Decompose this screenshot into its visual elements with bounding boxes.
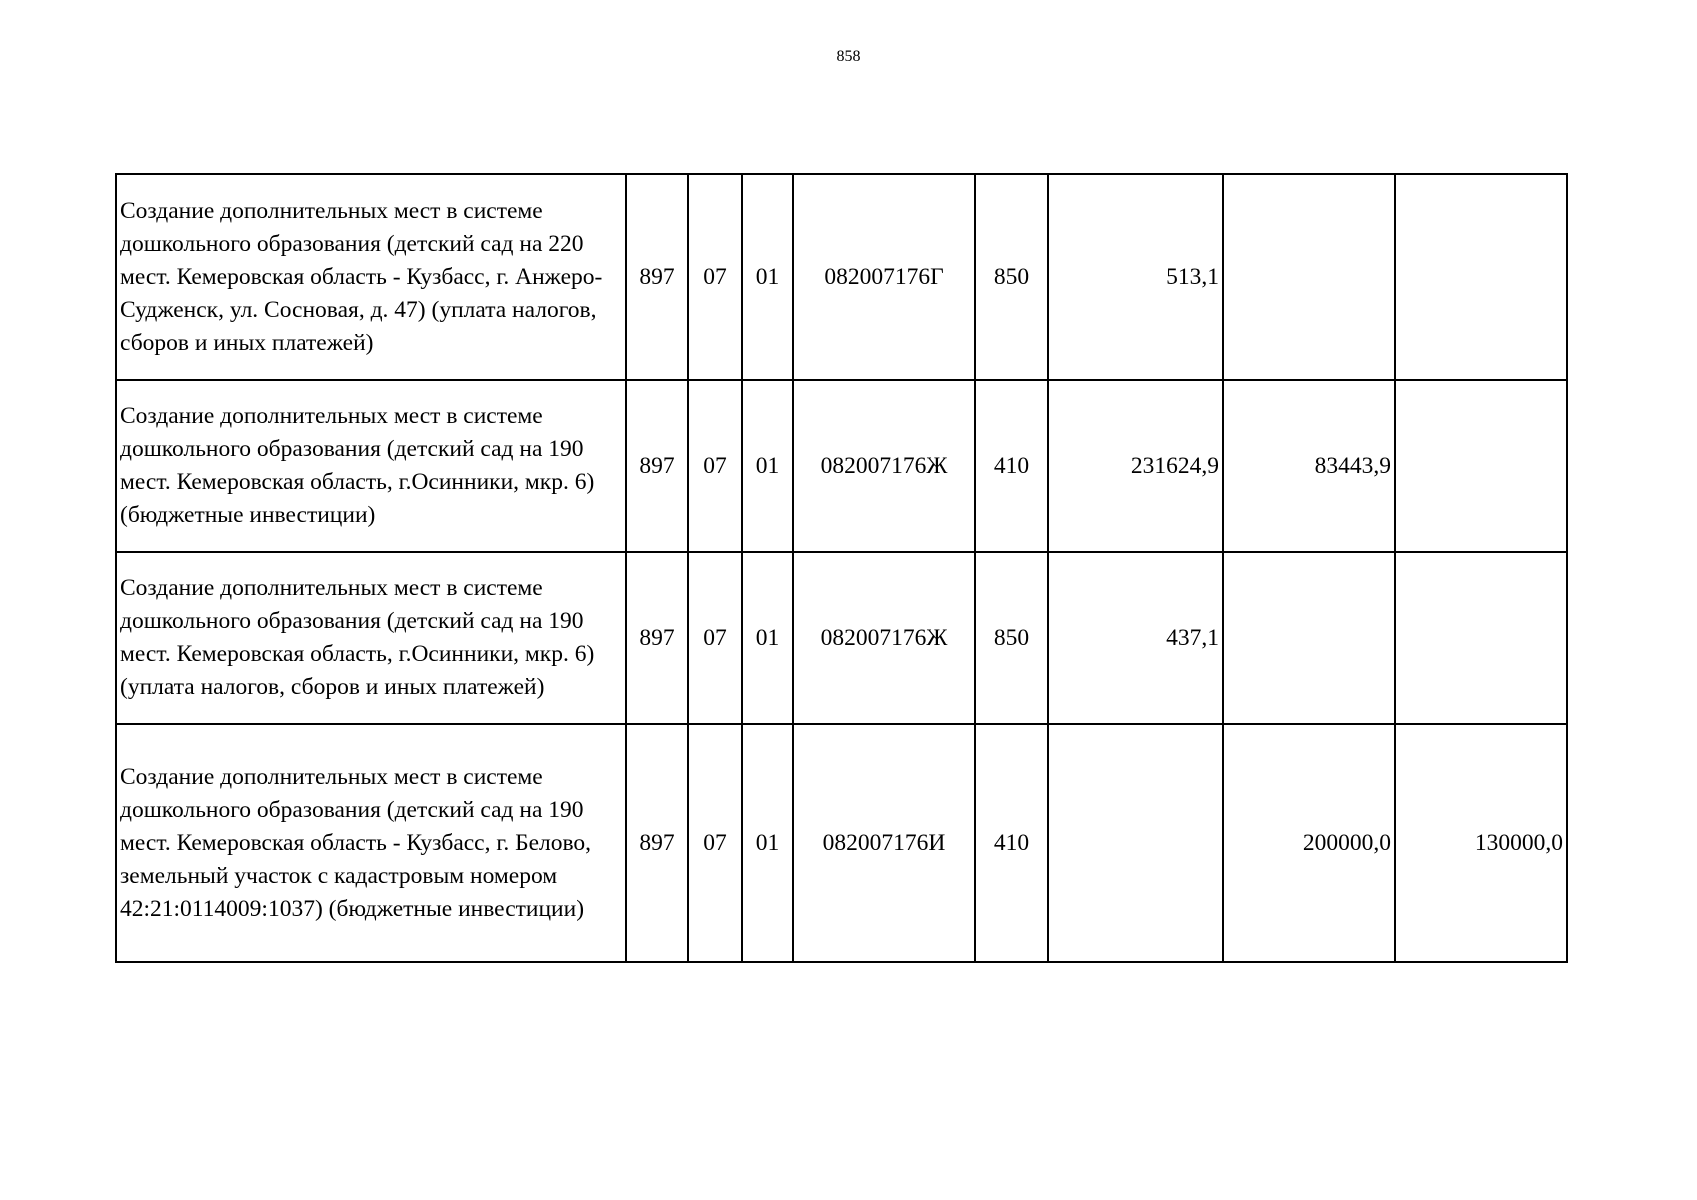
expense-type-cell: 850 [975, 552, 1048, 724]
amount-1-cell: 513,1 [1048, 174, 1223, 380]
section-code-cell: 07 [688, 552, 742, 724]
page-number: 858 [836, 48, 861, 65]
amount-1-cell: 231624,9 [1048, 380, 1223, 552]
expense-type-cell: 850 [975, 174, 1048, 380]
description-cell: Создание дополнительных мест в системе дошкольного образования (детский сад на 190 мест. Кемеровская область - Кузбасс, г. Белово, земельный участок с кадастровым номером 42:21:0114009:1037) (бюджетные инвестиции) [116, 724, 626, 962]
expense-type-cell: 410 [975, 380, 1048, 552]
section-code-cell: 07 [688, 724, 742, 962]
amount-3-cell [1395, 174, 1567, 380]
description-cell: Создание дополнительных мест в системе дошкольного образования (детский сад на 220 мест. Кемеровская область - Кузбасс, г. Анжеро-Судженск, ул. Сосновая, д. 47) (уплата налогов, сборов и иных платежей) [116, 174, 626, 380]
target-code-cell: 082007176Ж [793, 552, 975, 724]
expense-type-cell: 410 [975, 724, 1048, 962]
subsection-code-cell: 01 [742, 174, 793, 380]
subsection-code-cell: 01 [742, 380, 793, 552]
amount-2-cell: 83443,9 [1223, 380, 1395, 552]
description-cell: Создание дополнительных мест в системе дошкольного образования (детский сад на 190 мест. Кемеровская область, г.Осинники, мкр. 6) (уплата налогов, сборов и иных платежей) [116, 552, 626, 724]
target-code-cell: 082007176Г [793, 174, 975, 380]
section-code-cell: 07 [688, 174, 742, 380]
target-code-cell: 082007176И [793, 724, 975, 962]
table-row [116, 380, 1567, 552]
subsection-code-cell: 01 [742, 724, 793, 962]
budget-table [115, 173, 1568, 963]
amount-1-cell: 437,1 [1048, 552, 1223, 724]
table-row [116, 724, 1567, 962]
table-row [116, 552, 1567, 724]
amount-2-cell: 200000,0 [1223, 724, 1395, 962]
subsection-code-cell: 01 [742, 552, 793, 724]
amount-3-cell [1395, 552, 1567, 724]
section-code-cell: 07 [688, 380, 742, 552]
ministry-code-cell: 897 [626, 174, 688, 380]
description-cell: Создание дополнительных мест в системе дошкольного образования (детский сад на 190 мест. Кемеровская область, г.Осинники, мкр. 6) (бюджетные инвестиции) [116, 380, 626, 552]
amount-3-cell: 130000,0 [1395, 724, 1567, 962]
target-code-cell: 082007176Ж [793, 380, 975, 552]
table-row [116, 174, 1567, 380]
amount-2-cell [1223, 552, 1395, 724]
amount-1-cell [1048, 724, 1223, 962]
amount-3-cell [1395, 380, 1567, 552]
ministry-code-cell: 897 [626, 724, 688, 962]
amount-2-cell [1223, 174, 1395, 380]
ministry-code-cell: 897 [626, 552, 688, 724]
ministry-code-cell: 897 [626, 380, 688, 552]
